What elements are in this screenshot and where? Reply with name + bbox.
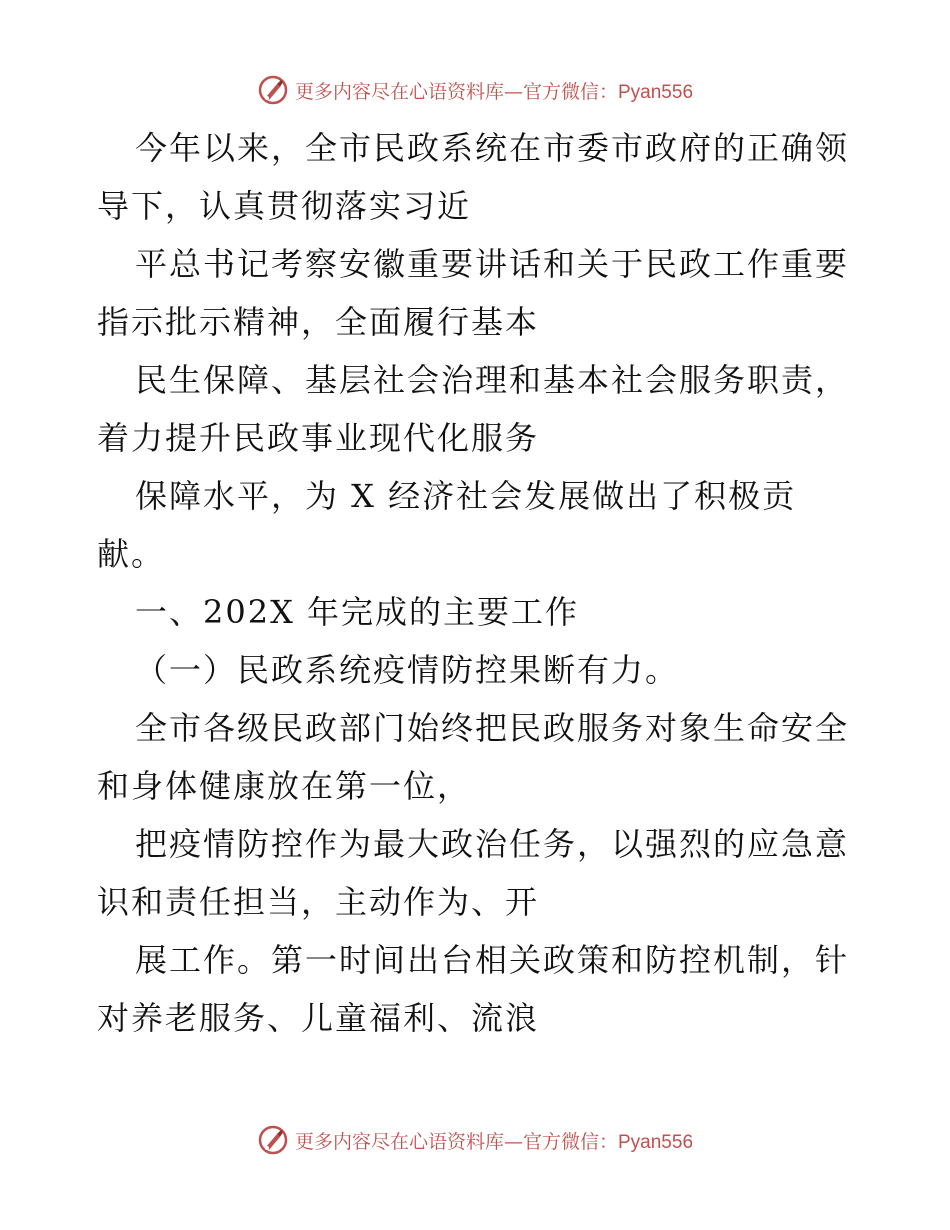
brush-pen-logo-icon xyxy=(257,1124,289,1156)
body-line-11: 全市各级民政部门始终把民政服务对象生命安全 xyxy=(135,709,850,747)
body-line-15: 展工作。第一时间出台相关政策和防控机制，针 xyxy=(135,941,850,979)
body-line-7: 保障水平，为 X 经济社会发展做出了积极贡 xyxy=(135,477,797,515)
header-watermark xyxy=(0,72,950,108)
body-line-1: 今年以来，全市民政系统在市委市政府的正确领 xyxy=(135,129,850,167)
body-line-16: 对养老服务、儿童福利、流浪 xyxy=(97,999,540,1037)
body-line-2: 导下，认真贯彻落实习近 xyxy=(97,187,472,225)
body-line-3: 平总书记考察安徽重要讲话和关于民政工作重要 xyxy=(135,245,850,283)
brush-pen-logo-icon xyxy=(257,74,289,106)
watermark-text: 更多内容尽在心语资料库—官方微信：Pyan556 xyxy=(294,80,694,103)
subsection-heading: （一）民政系统疫情防控果断有力。 xyxy=(135,651,680,689)
body-line-4: 指示批示精神，全面履行基本 xyxy=(97,303,540,341)
watermark-text: 更多内容尽在心语资料库—官方微信：Pyan556 xyxy=(294,1130,694,1153)
section-heading: 一、202X 年完成的主要工作 xyxy=(135,593,580,631)
body-line-6: 着力提升民政事业现代化服务 xyxy=(97,419,540,457)
body-line-5: 民生保障、基层社会治理和基本社会服务职责， xyxy=(135,361,850,399)
body-line-14: 识和责任担当，主动作为、开 xyxy=(97,883,540,921)
footer-watermark xyxy=(0,1122,950,1158)
body-line-13: 把疫情防控作为最大政治任务，以强烈的应急意 xyxy=(135,825,850,863)
body-line-8: 献。 xyxy=(97,535,166,573)
body-line-12: 和身体健康放在第一位， xyxy=(97,767,472,805)
